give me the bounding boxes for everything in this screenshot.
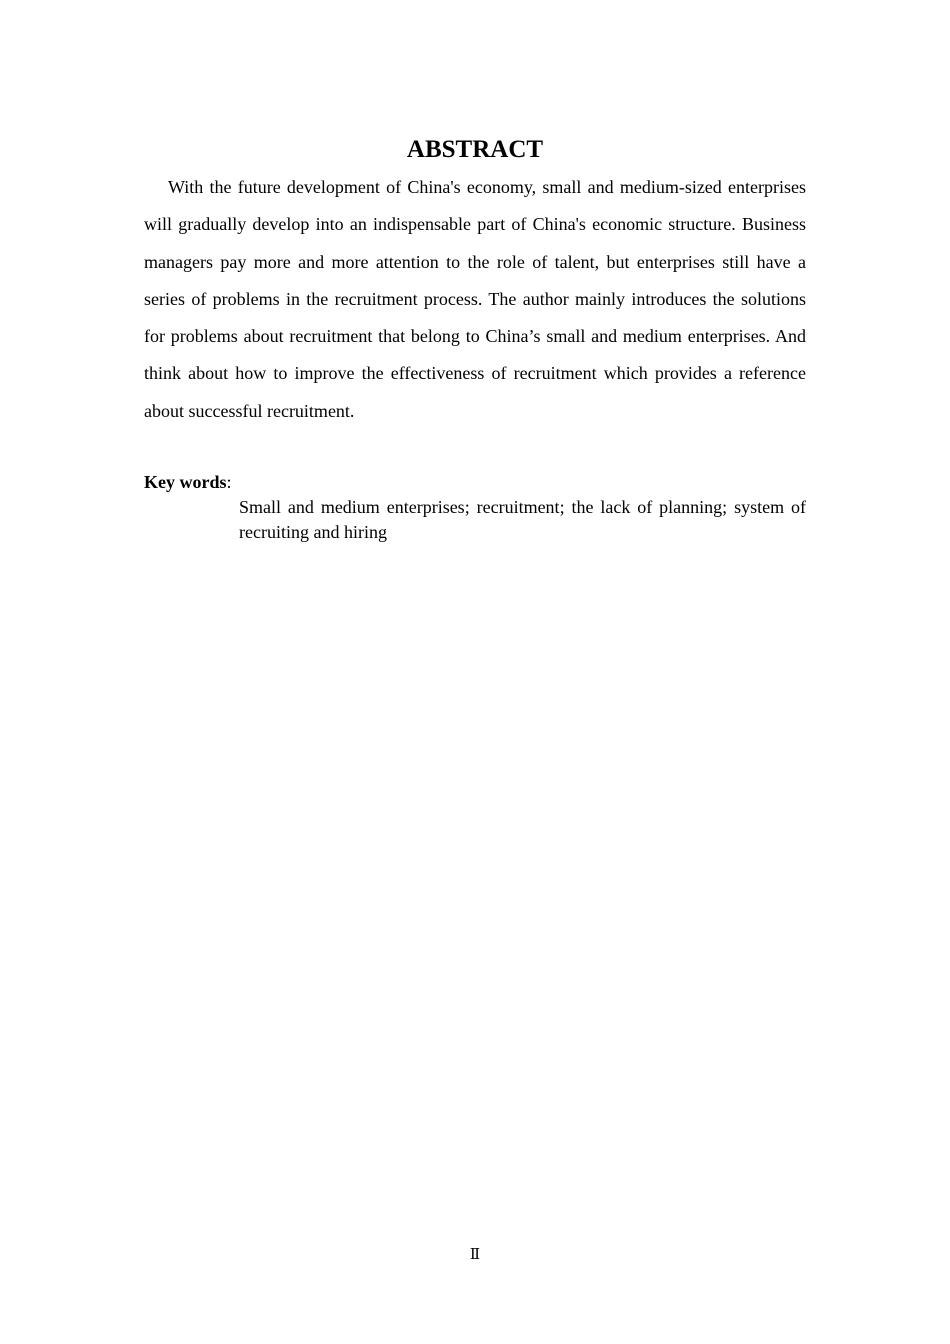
page-number: Ⅱ	[469, 1247, 481, 1263]
keywords-heading	[144, 469, 232, 495]
keywords-colon: :	[226, 472, 232, 492]
abstract-title: ABSTRACT	[406, 136, 544, 163]
keywords-list: Small and medium enterprises; recruitment; the lack of planning; system of recruiting and hiring	[239, 497, 806, 542]
abstract-body: With the future development of China's economy, small and medium-sized enterprises will gradually develop into an indispensable part of China's economic structure. Business managers pay more and more attention to the role of talent, but enterprises still have a series of problems in the recruitment process. The author mainly introduces the solutions for problems about recruitment that belong to China’s small and medium enterprises. And think about how to improve the effectiveness of recruitment which provides a reference about successful recruitment.	[144, 177, 806, 421]
keywords-label: Key words	[144, 472, 227, 492]
